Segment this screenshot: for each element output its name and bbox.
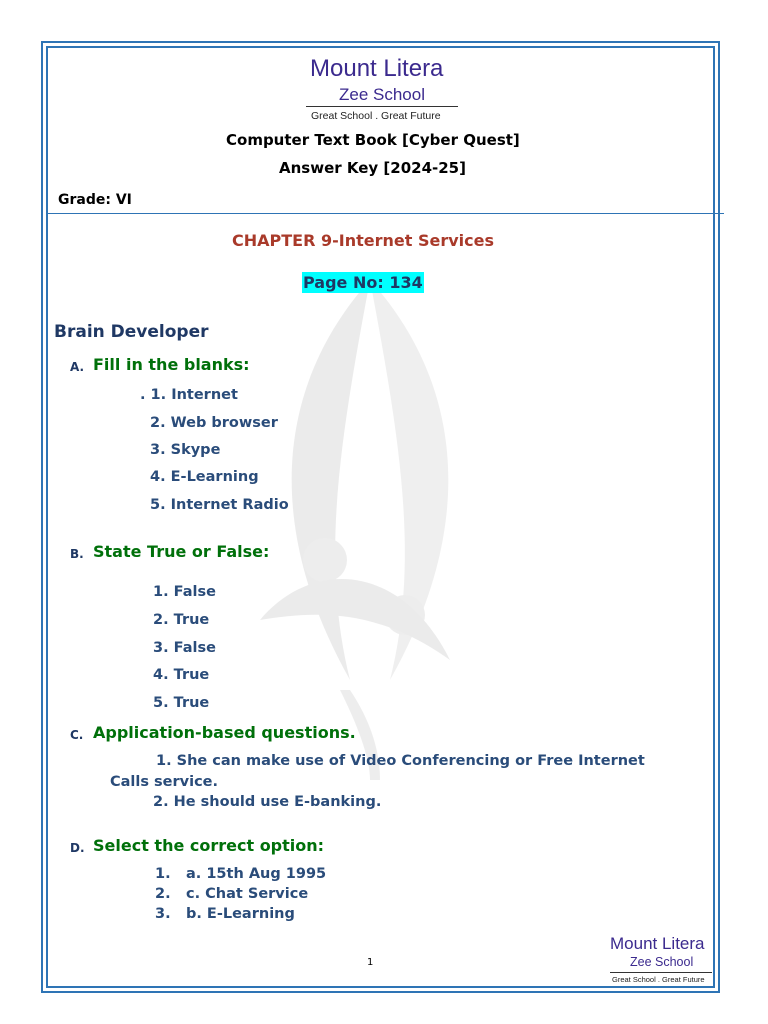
option-number: 3.	[155, 906, 171, 922]
section-c-letter: C.	[70, 728, 84, 742]
logo-subtitle: Zee School	[339, 85, 425, 104]
option-number: 1.	[155, 866, 171, 882]
section-d-title: Select the correct option:	[93, 836, 325, 855]
answer-item: 2. He should use E-banking.	[153, 794, 382, 810]
option-answer: b. E-Learning	[186, 906, 295, 922]
answer-item: 1. False	[153, 584, 216, 600]
footer-logo-name: Mount Litera	[610, 934, 705, 953]
logo-tagline: Great School . Great Future	[311, 110, 441, 122]
answer-item: 5. True	[153, 695, 210, 711]
answer-item: 1. She can make use of Video Conferencing or Free Internet	[156, 753, 645, 769]
answer-key-title: Answer Key [2024-25]	[279, 159, 466, 177]
header-divider	[46, 213, 724, 214]
answer-item: 3. Skype	[150, 442, 221, 458]
section-c-title: Application-based questions.	[93, 723, 356, 742]
watermark-logo-icon	[220, 260, 520, 780]
section-a-letter: A.	[70, 360, 85, 374]
footer-logo-rule	[610, 972, 712, 973]
book-title: Computer Text Book [Cyber Quest]	[226, 131, 520, 149]
answer-item: 5. Internet Radio	[150, 497, 289, 513]
section-a-title: Fill in the blanks:	[93, 355, 250, 374]
answer-item: 3. False	[153, 640, 216, 656]
answer-item: 4. True	[153, 667, 210, 683]
footer-logo-subtitle: Zee School	[630, 955, 694, 969]
section-b-title: State True or False:	[93, 542, 270, 561]
footer-logo-tagline: Great School . Great Future	[612, 975, 705, 984]
option-answer: c. Chat Service	[186, 886, 309, 902]
section-title: Brain Developer	[54, 322, 209, 342]
page-number-highlight: Page No: 134	[303, 273, 423, 292]
answer-item: . 1. Internet	[140, 387, 238, 403]
logo-name: Mount Litera	[310, 55, 444, 82]
answer-item: 2. Web browser	[150, 415, 278, 431]
section-d-letter: D.	[70, 841, 85, 855]
page-number: 1	[367, 957, 374, 968]
grade-label: Grade: VI	[58, 192, 132, 208]
answer-item: 2. True	[153, 612, 210, 628]
answer-item: 4. E-Learning	[150, 469, 259, 485]
chapter-title: CHAPTER 9-Internet Services	[232, 231, 494, 250]
option-answer: a. 15th Aug 1995	[186, 866, 327, 882]
option-number: 2.	[155, 886, 171, 902]
logo-rule	[306, 106, 458, 107]
section-b-letter: B.	[70, 547, 84, 561]
answer-item: Calls service.	[110, 774, 219, 790]
